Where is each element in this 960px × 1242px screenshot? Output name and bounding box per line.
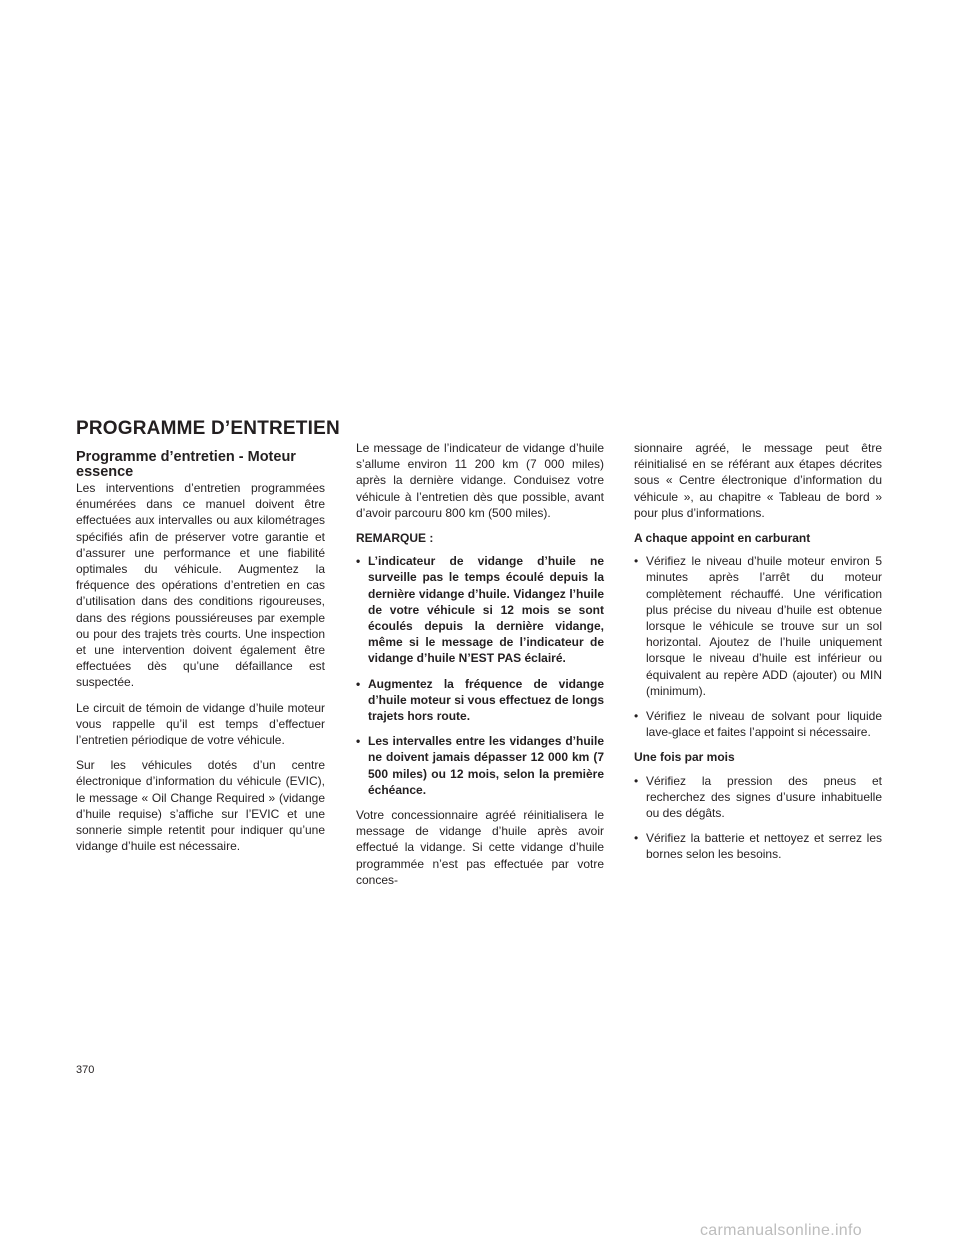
bullet-icon: • [356, 734, 361, 749]
note-item: • Les intervalles entre les vidanges d’huile ne doivent jamais dépasser 12 000 km (7 500 miles) ou 12 mois, selon la première échéance. [356, 734, 604, 797]
section-title: PROGRAMME D’ENTRETIEN [76, 418, 340, 439]
paragraph-reset-continued: sionnaire agréé, le message peut être réinitialisé en se référant aux étapes décrites sous « Centre électronique d’information du véhicule », au chapitre « Tableau de bord » pour plus d’informations. [634, 441, 882, 520]
subheading: Programme d’entretien - Moteur essence [76, 449, 296, 480]
bullet-icon: • [634, 773, 639, 788]
bullet-icon: • [634, 831, 639, 846]
monthly-label: Une fois par mois [634, 750, 735, 765]
bullet-icon: • [356, 676, 361, 691]
paragraph-dealer-reset: Votre concessionnaire agréé réinitialisera le message de vidange d’huile après avoir effectué la vidange. Si cette vidange d’huile programmée n’est pas effectuée par votre conces- [356, 808, 604, 887]
bullet-icon: • [634, 554, 639, 569]
fuel-stop-item: • Vérifiez le niveau d’huile moteur environ 5 minutes après l’arrêt du moteur complètement réchauffé. Une vérification plus précise du niveau d’huile est obtenue lorsque le véhicule se trouve sur un sol horizontal. Ajoutez de l’huile uniquement lorsque le niveau d’huile est inférieur ou équivalent au repère ADD (ajouter) ou MIN (minimum). [634, 554, 882, 698]
paragraph-intro: Les interventions d’entretien programmées énumérées dans ce manuel doivent être effectuées aux intervalles ou aux kilométrages spécifiés afin de préserver votre garantie et d’assurer une performance et une fiabilité optimales du véhicule. Augmentez la fréquence des opérations d’entretien en cas d’utilisation dans des conditions rigoureuses, dans des régions poussiéreuses par exemple ou pour des trajets très courts. Une inspection et une intervention doivent également être effectuées dès qu’une défaillance est suspectée. [76, 481, 325, 690]
note-item: • L’indicateur de vidange d’huile ne surveille pas le temps écoulé depuis la dernière vidange d’huile. Vidangez l’huile de votre véhicule si 12 mois se sont écoulés depuis la dernière vidange, même si le message de l’indicateur de vidange d’huile N’EST PAS éclairé. [356, 554, 604, 666]
note-label: REMARQUE : [356, 531, 434, 546]
paragraph-evic: Sur les véhicules dotés d’un centre électronique d’information du véhicule (EVIC), le message « Oil Change Required » (vidange d’huile requise) s’affiche sur l’EVIC et une sonnerie simple retentit pour indiquer qu’une vidange d’huile est nécessaire. [76, 758, 325, 854]
column-1 [76, 450, 325, 863]
watermark: carmanualsonline.info [700, 1222, 862, 1239]
monthly-item: • Vérifiez la pression des pneus et recherchez des signes d’usure inhabituelle ou des dégâts. [634, 773, 882, 821]
note-item: • Augmentez la fréquence de vidange d’huile moteur si vous effectuez de longs trajets hors route. [356, 676, 604, 724]
fuel-stop-list [634, 553, 882, 740]
paragraph-oil-indicator: Le circuit de témoin de vidange d’huile moteur vous rappelle qu’il est temps d’effectuer l’entretien périodique de votre véhicule. [76, 700, 325, 748]
column-3 [634, 440, 882, 872]
fuel-stop-item: • Vérifiez le niveau de solvant pour liquide lave-glace et faites l’appoint si nécessaire. [634, 709, 882, 740]
column-2 [356, 440, 604, 897]
paragraph-oil-message: Le message de l’indicateur de vidange d’huile s’allume environ 11 200 km (7 000 miles) après la dernière vidange. Conduisez votre véhicule à l’entretien dès que possible, avant d’avoir parcouru 800 km (500 miles). [356, 441, 604, 520]
monthly-item: • Vérifiez la batterie et nettoyez et serrez les bornes selon les besoins. [634, 831, 882, 862]
bullet-icon: • [634, 709, 639, 724]
bullet-icon: • [356, 554, 361, 569]
fuel-stop-label: A chaque appoint en carburant [634, 531, 811, 546]
note-list [356, 553, 604, 798]
page-number: 370 [76, 1064, 95, 1076]
monthly-list [634, 773, 882, 863]
